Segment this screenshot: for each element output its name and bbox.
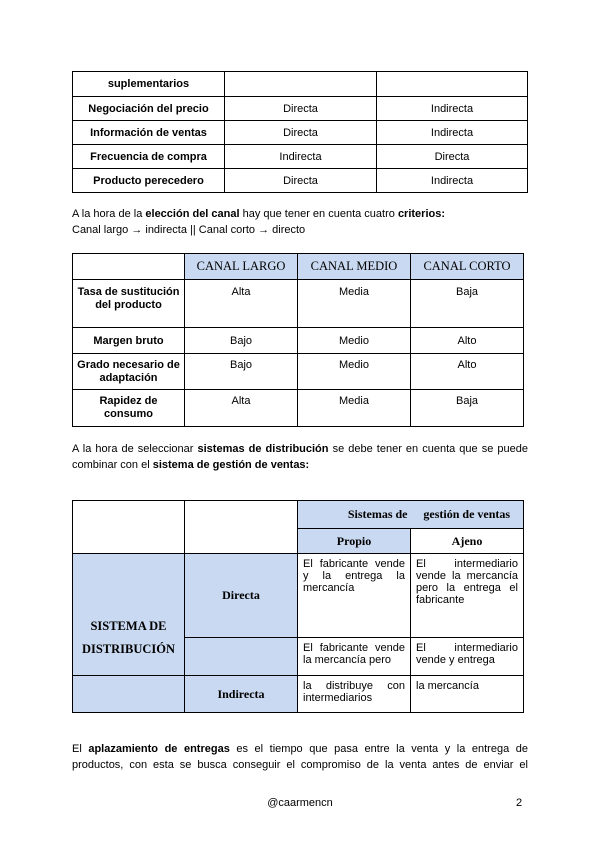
- aplazamiento-line-2: productos, con esta se busca conseguir el compromiso de la venta antes de enviar el: [72, 759, 528, 771]
- cell-value: Alto: [411, 328, 524, 354]
- table-row: [73, 280, 524, 328]
- cell-directa-propio: El fabricante vende y la entrega la mercancía: [298, 554, 411, 638]
- distribution-line-2: combinar con el sistema de gestión de ventas:: [72, 459, 310, 471]
- cell-value: Baja: [411, 390, 524, 427]
- cell-value: Medio: [298, 328, 411, 354]
- cell-value: Bajo: [185, 354, 298, 390]
- cell-value: Directa: [225, 169, 377, 193]
- cell-mid-propio: El fabricante vende la mercancía pero: [298, 638, 411, 676]
- cell-value: Media: [298, 280, 411, 328]
- header-canal-largo: CANAL LARGO: [185, 254, 298, 280]
- cell-mid-ajeno: El intermediario vende y entrega: [411, 638, 524, 676]
- row-label-indirecta: Indirecta: [185, 676, 298, 713]
- row-label-directa: Directa: [185, 554, 298, 638]
- row-label: Frecuencia de compra: [73, 145, 225, 169]
- table-row: [73, 390, 524, 427]
- header-canal-medio: CANAL MEDIO: [298, 254, 411, 280]
- empty-header-cell: [73, 254, 185, 280]
- header-sistemas-de: Sistemas de: [298, 501, 411, 529]
- side-label-sistema-de: SISTEMA DE: [73, 554, 185, 638]
- distribution-sales-table: [72, 500, 524, 713]
- row-label: Margen bruto: [73, 328, 185, 354]
- table-row: [73, 554, 524, 638]
- cell-value: Directa: [377, 145, 528, 169]
- cell-value: Directa: [225, 97, 377, 121]
- table-row: [73, 638, 524, 676]
- cell-value: Indirecta: [377, 97, 528, 121]
- criteria-line-1: A la hora de la elección del canal hay que tener en cuenta cuatro criterios:: [72, 208, 446, 220]
- header-canal-corto: CANAL CORTO: [411, 254, 524, 280]
- empty-header-cell: [185, 501, 298, 554]
- row-label: Rapidez de consumo: [73, 390, 185, 427]
- table-row: [73, 97, 528, 121]
- cell-directa-ajeno: El intermediario vende la mercancía pero la entrega el fabricante: [411, 554, 524, 638]
- cell-value: [225, 72, 377, 97]
- empty-cell: [185, 638, 298, 676]
- row-label: Información de ventas: [73, 121, 225, 145]
- table-row: [73, 676, 524, 713]
- table-row: [73, 169, 528, 193]
- cell-value: Bajo: [185, 328, 298, 354]
- cell-value: [377, 72, 528, 97]
- aplazamiento-paragraph: [72, 741, 528, 773]
- criteria-paragraph: [72, 206, 532, 238]
- page-number: 2: [516, 797, 523, 809]
- cell-value: Alta: [185, 390, 298, 427]
- side-label-distribucion: DISTRIBUCIÓN: [73, 638, 185, 676]
- cell-value: Alta: [185, 280, 298, 328]
- cell-value: Indirecta: [377, 121, 528, 145]
- aplazamiento-line-1: El aplazamiento de entregas es el tiempo que pasa entre la venta y la entrega de: [72, 743, 528, 755]
- cell-value: Alto: [411, 354, 524, 390]
- table-row: [73, 72, 528, 97]
- row-label: Grado necesario de adaptación: [73, 354, 185, 390]
- table-header-row: [73, 501, 524, 529]
- channel-comparison-table: [72, 71, 528, 193]
- cell-value: Indirecta: [225, 145, 377, 169]
- empty-header-cell: [73, 501, 185, 554]
- table-row: [73, 121, 528, 145]
- table-header-row: [73, 254, 524, 280]
- cell-indirecta-propio: la distribuye con intermediarios: [298, 676, 411, 713]
- footer-author: @caarmencn: [267, 797, 333, 809]
- cell-value: Directa: [225, 121, 377, 145]
- channel-criteria-table: [72, 253, 524, 427]
- row-label: Producto perecedero: [73, 169, 225, 193]
- cell-value: Indirecta: [377, 169, 528, 193]
- cell-indirecta-ajeno: la mercancía: [411, 676, 524, 713]
- row-label: suplementarios: [73, 72, 225, 97]
- cell-value: Baja: [411, 280, 524, 328]
- criteria-line-2: Canal largo → indirecta || Canal corto → directo: [72, 224, 306, 236]
- header-ajeno: Ajeno: [411, 529, 524, 554]
- distribution-line-1: A la hora de seleccionar sistemas de distribución se debe tener en cuenta que se puede: [72, 443, 528, 455]
- cell-value: Medio: [298, 354, 411, 390]
- table-row: [73, 328, 524, 354]
- row-label: Tasa de sustitución del producto: [73, 280, 185, 328]
- table-row: [73, 145, 528, 169]
- table-row: [73, 354, 524, 390]
- distribution-paragraph: [72, 441, 528, 473]
- header-propio: Propio: [298, 529, 411, 554]
- header-gestion-de-ventas: gestión de ventas: [411, 501, 524, 529]
- row-label: Negociación del precio: [73, 97, 225, 121]
- empty-cell: [73, 676, 185, 713]
- cell-value: Media: [298, 390, 411, 427]
